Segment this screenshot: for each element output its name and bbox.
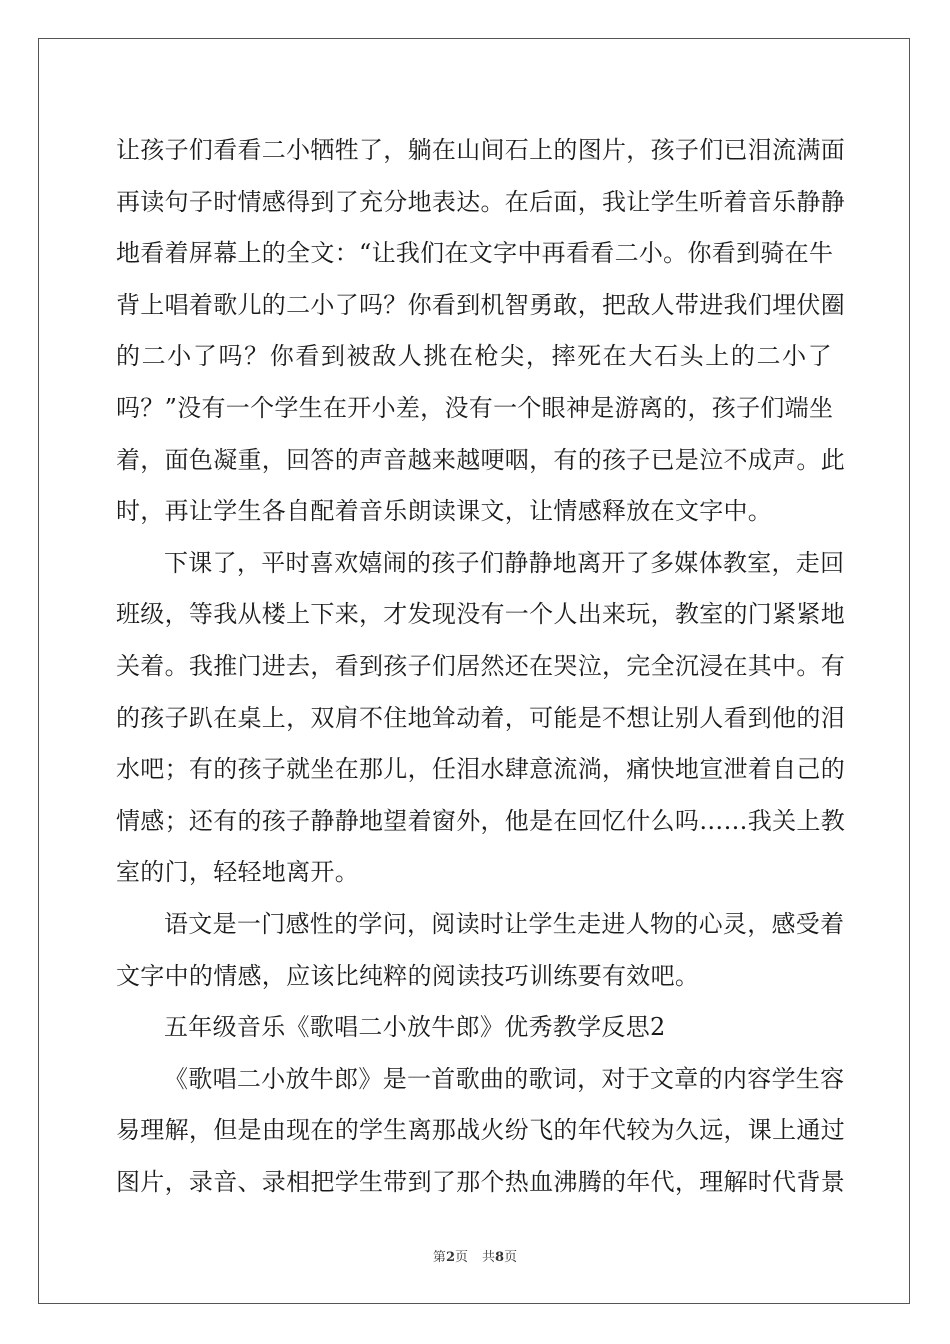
text-line: 地看着屏幕上的全文：“让我们在文字中再看看二小。你看到骑在牛 (116, 239, 834, 268)
text-line: 水吧；有的孩子就坐在那儿，任泪水肆意流淌，痛快地宣泄着自己的 (116, 755, 845, 784)
total-prefix: 共 (482, 1250, 496, 1265)
total-suffix: 页 (504, 1250, 518, 1265)
text-line: 图片，录音、录相把学生带到了那个热血沸腾的年代，理解时代背景 (116, 1167, 845, 1196)
text-line: 班级，等我从楼上下来，才发现没有一个人出来玩，教室的门紧紧地 (116, 600, 845, 629)
page-footer (0, 1246, 950, 1265)
page-prefix: 第 (432, 1250, 446, 1265)
document-body (116, 125, 845, 1208)
text-line: 语文是一门感性的学问，阅读时让学生走进人物的心灵，感受着 (164, 909, 845, 938)
text-line: 的孩子趴在桌上，双肩不住地耸动着，可能是不想让别人看到他的泪 (116, 703, 845, 732)
total-pages: 8 (495, 1250, 505, 1265)
text-line: 下课了，平时喜欢嬉闹的孩子们静静地离开了多媒体教室，走回 (164, 548, 845, 577)
text-line: 室的门，轻轻地离开。 (116, 858, 359, 887)
text-line: 背上唱着歌儿的二小了吗？你看到机智勇敢，把敌人带进我们埋伏圈 (116, 290, 845, 319)
text-line: 关着。我推门进去，看到孩子们居然还在哭泣，完全沉浸在其中。有 (116, 651, 845, 680)
text-line: 着，面色凝重，回答的声音越来越哽咽，有的孩子已是泣不成声。此 (116, 445, 845, 474)
text-line: 吗？”没有一个学生在开小差，没有一个眼神是游离的，孩子们端坐 (116, 393, 834, 422)
text-line: 再读句子时情感得到了充分地表达。在后面，我让学生听着音乐静静 (116, 187, 845, 216)
text-line: 情感；还有的孩子静静地望着窗外，他是在回忆什么吗……我关上教 (116, 806, 845, 835)
text-line: 文字中的情感，应该比纯粹的阅读技巧训练要有效吧。 (116, 961, 700, 990)
text-line: 时，再让学生各自配着音乐朗读课文，让情感释放在文字中。 (116, 497, 773, 526)
text-line: 易理解，但是由现在的学生离那战火纷飞的年代较为久远，课上通过 (116, 1116, 845, 1145)
text-line: 让孩子们看看二小牺牲了，躺在山间石上的图片，孩子们已泪流满面 (116, 136, 845, 164)
page-suffix: 页 (454, 1250, 468, 1265)
text-line: 《歌唱二小放牛郎》是一首歌曲的歌词，对于文章的内容学生容 (164, 1064, 845, 1093)
text-line: 五年级音乐《歌唱二小放牛郎》优秀教学反思2 (164, 1013, 666, 1042)
page-number: 2 (445, 1250, 455, 1265)
text-line: 的二小了吗？你看到被敌人挑在枪尖，摔死在大石头上的二小了 (116, 342, 832, 371)
